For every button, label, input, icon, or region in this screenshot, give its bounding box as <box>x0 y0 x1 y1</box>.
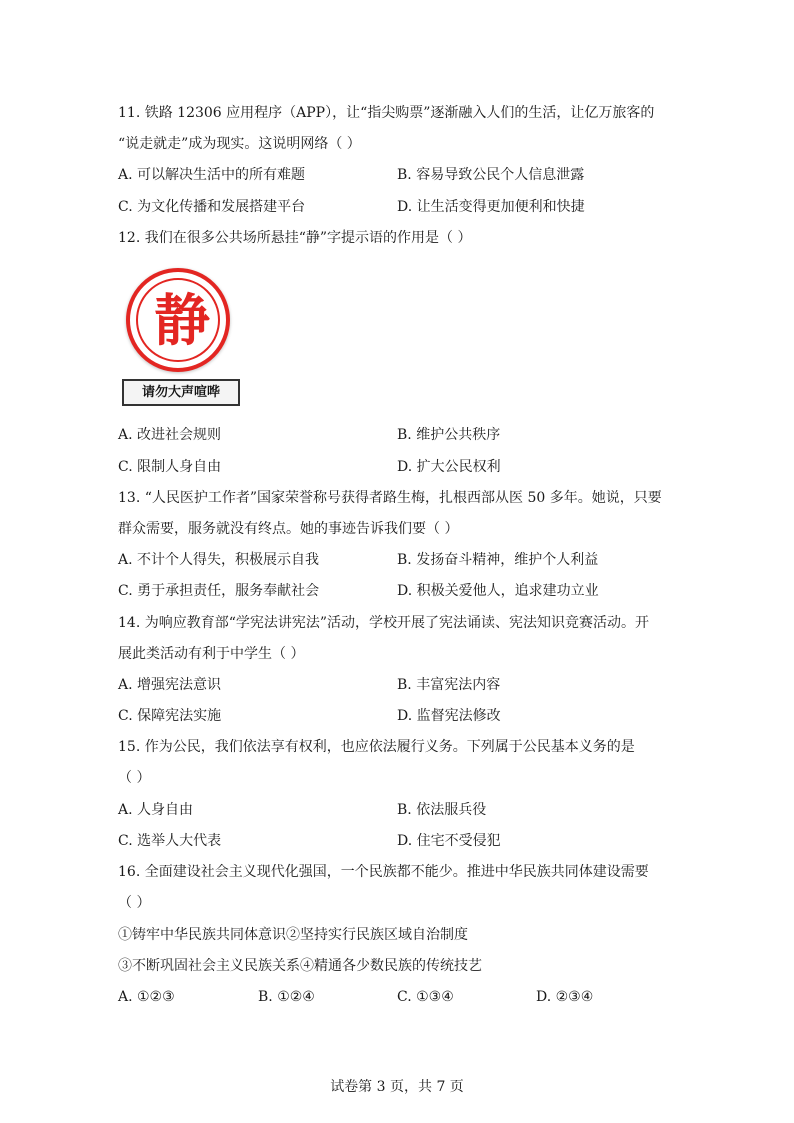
question-11-option-d: D. 让生活变得更加便利和快捷 <box>397 199 585 215</box>
question-11-stem-line2: “说走就走”成为现实。这说明网络（ ） <box>118 136 361 152</box>
question-13-option-b: B. 发扬奋斗精神，维护个人利益 <box>397 552 599 568</box>
question-16-option-c: C. ①③④ <box>397 989 454 1005</box>
question-11-option-a: A. 可以解决生活中的所有难题 <box>118 167 306 183</box>
question-16-statements-2: ③不断巩固社会主义民族关系④精通各少数民族的传统技艺 <box>118 958 482 974</box>
quiet-sign-circle <box>126 268 230 372</box>
question-12-option-b: B. 维护公共秩序 <box>397 427 501 443</box>
question-15-option-a: A. 人身自由 <box>118 802 194 818</box>
question-13-stem-line2: 群众需要，服务就没有终点。她的事迹告诉我们要（ ） <box>118 521 459 537</box>
question-15-option-b: B. 依法服兵役 <box>397 802 487 818</box>
question-12-stem: 12. 我们在很多公共场所悬挂“静”字提示语的作用是（ ） <box>118 230 472 246</box>
question-14-option-c: C. 保障宪法实施 <box>118 708 222 724</box>
question-13-option-d: D. 积极关爱他人，追求建功立业 <box>397 583 599 599</box>
question-11-stem-line1: 11. 铁路 12306 应用程序（APP），让“指尖购票”逐渐融入人们的生活，让亿万旅客的 <box>118 105 655 121</box>
question-16-stem-line1: 16. 全面建设社会主义现代化强国，一个民族都不能少。推进中华民族共同体建设需要 <box>118 864 649 880</box>
page-footer: 试卷第 3 页，共 7 页 <box>330 1079 464 1095</box>
question-14-stem-line1: 14. 为响应教育部“学宪法讲宪法”活动，学校开展了宪法诵读、宪法知识竞赛活动。开 <box>118 615 650 631</box>
question-16-statements-1: ①铸牢中华民族共同体意识②坚持实行民族区域自治制度 <box>118 927 468 943</box>
question-11-option-c: C. 为文化传播和发展搭建平台 <box>118 199 306 215</box>
question-13-option-c: C. 勇于承担责任，服务奉献社会 <box>118 583 320 599</box>
quiet-sign-image <box>122 268 242 408</box>
question-16-option-a: A. ①②③ <box>118 989 175 1005</box>
question-14-option-b: B. 丰富宪法内容 <box>397 677 501 693</box>
quiet-sign-plate: 请勿大声喧哗 <box>122 379 240 406</box>
question-15-stem-line1: 15. 作为公民，我们依法享有权利，也应依法履行义务。下列属于公民基本义务的是 <box>118 739 635 755</box>
question-13-stem-line1: 13. “人民医护工作者”国家荣誉称号获得者路生梅，扎根西部从医 50 多年。她说，只要 <box>118 490 662 506</box>
question-15-option-c: C. 选举人大代表 <box>118 833 222 849</box>
question-16-stem-line2: （ ） <box>118 895 151 911</box>
question-11-option-b: B. 容易导致公民个人信息泄露 <box>397 167 585 183</box>
question-12-option-d: D. 扩大公民权利 <box>397 459 501 475</box>
question-14-stem-line2: 展此类活动有利于中学生（ ） <box>118 646 305 662</box>
quiet-sign-character: 静 <box>154 289 210 354</box>
question-16-option-d: D. ②③④ <box>536 989 594 1005</box>
question-16-option-b: B. ①②④ <box>258 989 315 1005</box>
question-15-stem-line2: （ ） <box>118 770 151 786</box>
question-14-option-d: D. 监督宪法修改 <box>397 708 501 724</box>
question-13-option-a: A. 不计个人得失，积极展示自我 <box>118 552 320 568</box>
question-14-option-a: A. 增强宪法意识 <box>118 677 222 693</box>
question-12-option-a: A. 改进社会规则 <box>118 427 222 443</box>
question-12-option-c: C. 限制人身自由 <box>118 459 222 475</box>
question-15-option-d: D. 住宅不受侵犯 <box>397 833 501 849</box>
